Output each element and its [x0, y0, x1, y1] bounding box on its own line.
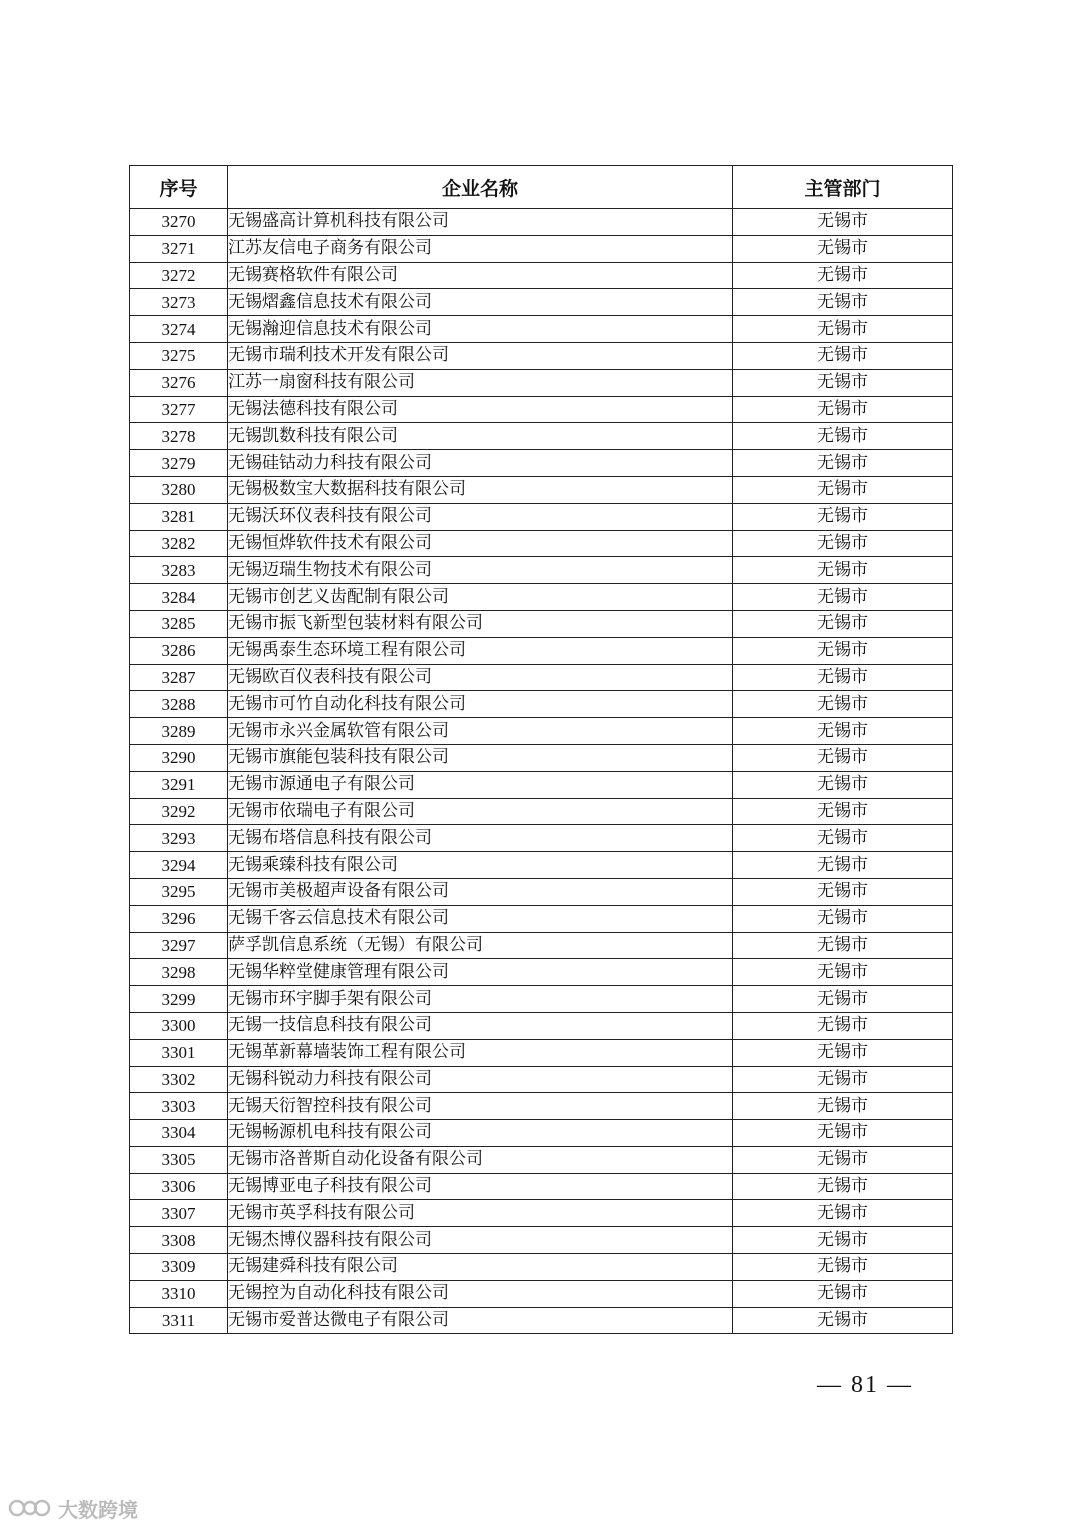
department-cell: 无锡市: [733, 825, 953, 852]
department-cell: 无锡市: [733, 664, 953, 691]
department-cell: 无锡市: [733, 262, 953, 289]
company-name-cell: 无锡瀚迎信息技术有限公司: [228, 316, 733, 343]
department-cell: 无锡市: [733, 932, 953, 959]
company-name-cell: 无锡市振飞新型包装材料有限公司: [228, 610, 733, 637]
company-name-cell: 无锡控为自动化科技有限公司: [228, 1280, 733, 1307]
table-header: [130, 166, 953, 209]
department-cell: 无锡市: [733, 878, 953, 905]
serial-number-cell: 3298: [130, 959, 228, 986]
table-row: [130, 369, 953, 396]
company-name-cell: 无锡市永兴金属软管有限公司: [228, 718, 733, 745]
department-cell: 无锡市: [733, 1120, 953, 1147]
department-cell: 无锡市: [733, 316, 953, 343]
table-row: [130, 503, 953, 530]
watermark: [8, 1493, 138, 1523]
serial-number-cell: 3301: [130, 1039, 228, 1066]
serial-number-cell: 3272: [130, 262, 228, 289]
serial-number-cell: 3285: [130, 610, 228, 637]
serial-number-cell: 3276: [130, 369, 228, 396]
department-cell: 无锡市: [733, 530, 953, 557]
company-name-cell: 无锡市源通电子有限公司: [228, 771, 733, 798]
department-cell: 无锡市: [733, 852, 953, 879]
serial-number-cell: 3302: [130, 1066, 228, 1093]
header-department: 主管部门: [733, 166, 953, 209]
table-row: [130, 557, 953, 584]
company-name-cell: 无锡市旗能包装科技有限公司: [228, 744, 733, 771]
company-name-cell: 无锡市可竹自动化科技有限公司: [228, 691, 733, 718]
table-row: [130, 530, 953, 557]
table-row: [130, 718, 953, 745]
company-name-cell: 无锡市美极超声设备有限公司: [228, 878, 733, 905]
company-name-cell: 无锡禹泰生态环境工程有限公司: [228, 637, 733, 664]
department-cell: 无锡市: [733, 610, 953, 637]
department-cell: 无锡市: [733, 423, 953, 450]
table-row: [130, 610, 953, 637]
table-row: [130, 1039, 953, 1066]
serial-number-cell: 3280: [130, 476, 228, 503]
department-cell: 无锡市: [733, 1066, 953, 1093]
table-row: [130, 209, 953, 236]
table-row: [130, 1093, 953, 1120]
company-name-cell: 无锡千客云信息技术有限公司: [228, 905, 733, 932]
table-row: [130, 235, 953, 262]
company-name-cell: 无锡乘臻科技有限公司: [228, 852, 733, 879]
company-name-cell: 江苏一扇窗科技有限公司: [228, 369, 733, 396]
department-cell: 无锡市: [733, 557, 953, 584]
department-cell: 无锡市: [733, 289, 953, 316]
company-name-cell: 无锡市环宇脚手架有限公司: [228, 986, 733, 1013]
department-cell: 无锡市: [733, 959, 953, 986]
company-name-cell: 无锡熠鑫信息技术有限公司: [228, 289, 733, 316]
serial-number-cell: 3297: [130, 932, 228, 959]
table-row: [130, 986, 953, 1013]
serial-number-cell: 3296: [130, 905, 228, 932]
company-name-cell: 无锡一技信息科技有限公司: [228, 1012, 733, 1039]
table-row: [130, 450, 953, 477]
department-cell: 无锡市: [733, 1012, 953, 1039]
table-row: [130, 342, 953, 369]
serial-number-cell: 3305: [130, 1146, 228, 1173]
header-row: [130, 166, 953, 209]
table-row: [130, 959, 953, 986]
table-row: [130, 1012, 953, 1039]
serial-number-cell: 3299: [130, 986, 228, 1013]
company-name-cell: 无锡沃环仪表科技有限公司: [228, 503, 733, 530]
department-cell: 无锡市: [733, 905, 953, 932]
header-company-name: 企业名称: [228, 166, 733, 209]
company-name-cell: 无锡市英孚科技有限公司: [228, 1200, 733, 1227]
company-name-cell: 无锡市创艺义齿配制有限公司: [228, 584, 733, 611]
department-cell: 无锡市: [733, 235, 953, 262]
company-name-cell: 无锡博亚电子科技有限公司: [228, 1173, 733, 1200]
table-row: [130, 316, 953, 343]
table-row: [130, 637, 953, 664]
serial-number-cell: 3309: [130, 1254, 228, 1281]
table-row: [130, 1200, 953, 1227]
table-row: [130, 905, 953, 932]
company-name-cell: 无锡科锐动力科技有限公司: [228, 1066, 733, 1093]
department-cell: 无锡市: [733, 798, 953, 825]
serial-number-cell: 3278: [130, 423, 228, 450]
serial-number-cell: 3287: [130, 664, 228, 691]
table-row: [130, 1146, 953, 1173]
table-row: [130, 584, 953, 611]
company-name-cell: 无锡畅源机电科技有限公司: [228, 1120, 733, 1147]
department-cell: 无锡市: [733, 986, 953, 1013]
table-row: [130, 852, 953, 879]
company-name-cell: 无锡杰博仪器科技有限公司: [228, 1227, 733, 1254]
table-row: [130, 771, 953, 798]
page-number: — 81 —: [817, 1372, 913, 1398]
company-name-cell: 无锡盛高计算机科技有限公司: [228, 209, 733, 236]
table-row: [130, 423, 953, 450]
serial-number-cell: 3300: [130, 1012, 228, 1039]
table-row: [130, 878, 953, 905]
serial-number-cell: 3286: [130, 637, 228, 664]
serial-number-cell: 3273: [130, 289, 228, 316]
department-cell: 无锡市: [733, 1254, 953, 1281]
serial-number-cell: 3310: [130, 1280, 228, 1307]
company-name-cell: 无锡恒烨软件技术有限公司: [228, 530, 733, 557]
table-row: [130, 262, 953, 289]
department-cell: 无锡市: [733, 1173, 953, 1200]
serial-number-cell: 3290: [130, 744, 228, 771]
table-row: [130, 1066, 953, 1093]
table-row: [130, 825, 953, 852]
department-cell: 无锡市: [733, 209, 953, 236]
department-cell: 无锡市: [733, 744, 953, 771]
serial-number-cell: 3283: [130, 557, 228, 584]
table-row: [130, 476, 953, 503]
department-cell: 无锡市: [733, 691, 953, 718]
department-cell: 无锡市: [733, 1280, 953, 1307]
company-name-cell: 无锡建舜科技有限公司: [228, 1254, 733, 1281]
company-name-cell: 无锡硅钴动力科技有限公司: [228, 450, 733, 477]
company-name-cell: 无锡革新幕墙装饰工程有限公司: [228, 1039, 733, 1066]
department-cell: 无锡市: [733, 1200, 953, 1227]
serial-number-cell: 3307: [130, 1200, 228, 1227]
department-cell: 无锡市: [733, 396, 953, 423]
table-row: [130, 396, 953, 423]
serial-number-cell: 3284: [130, 584, 228, 611]
table-row: [130, 664, 953, 691]
company-name-cell: 无锡布塔信息科技有限公司: [228, 825, 733, 852]
table-row: [130, 1227, 953, 1254]
company-name-cell: 萨孚凯信息系统（无锡）有限公司: [228, 932, 733, 959]
serial-number-cell: 3292: [130, 798, 228, 825]
department-cell: 无锡市: [733, 1227, 953, 1254]
department-cell: 无锡市: [733, 503, 953, 530]
table-row: [130, 1120, 953, 1147]
company-name-cell: 无锡欧百仪表科技有限公司: [228, 664, 733, 691]
serial-number-cell: 3277: [130, 396, 228, 423]
serial-number-cell: 3270: [130, 209, 228, 236]
company-name-cell: 无锡华粹堂健康管理有限公司: [228, 959, 733, 986]
serial-number-cell: 3311: [130, 1307, 228, 1334]
serial-number-cell: 3291: [130, 771, 228, 798]
table-row: [130, 1254, 953, 1281]
department-cell: 无锡市: [733, 1146, 953, 1173]
department-cell: 无锡市: [733, 637, 953, 664]
table-row: [130, 744, 953, 771]
company-name-cell: 无锡市爱普达微电子有限公司: [228, 1307, 733, 1334]
cloud-logo-icon: [8, 1495, 52, 1521]
serial-number-cell: 3274: [130, 316, 228, 343]
department-cell: 无锡市: [733, 771, 953, 798]
serial-number-cell: 3295: [130, 878, 228, 905]
department-cell: 无锡市: [733, 1093, 953, 1120]
department-cell: 无锡市: [733, 450, 953, 477]
department-cell: 无锡市: [733, 1307, 953, 1334]
company-name-cell: 无锡市洛普斯自动化设备有限公司: [228, 1146, 733, 1173]
watermark-text: 大数跨境: [58, 1497, 138, 1522]
company-name-cell: 无锡天衍智控科技有限公司: [228, 1093, 733, 1120]
department-cell: 无锡市: [733, 369, 953, 396]
company-name-cell: 无锡法德科技有限公司: [228, 396, 733, 423]
serial-number-cell: 3304: [130, 1120, 228, 1147]
enterprise-table: [129, 165, 953, 1334]
company-name-cell: 无锡迈瑞生物技术有限公司: [228, 557, 733, 584]
company-name-cell: 江苏友信电子商务有限公司: [228, 235, 733, 262]
company-name-cell: 无锡极数宝大数据科技有限公司: [228, 476, 733, 503]
table-row: [130, 932, 953, 959]
serial-number-cell: 3289: [130, 718, 228, 745]
company-name-cell: 无锡市瑞利技术开发有限公司: [228, 342, 733, 369]
serial-number-cell: 3281: [130, 503, 228, 530]
serial-number-cell: 3279: [130, 450, 228, 477]
table-row: [130, 691, 953, 718]
table-row: [130, 1173, 953, 1200]
company-name-cell: 无锡凯数科技有限公司: [228, 423, 733, 450]
company-name-cell: 无锡市依瑞电子有限公司: [228, 798, 733, 825]
department-cell: 无锡市: [733, 476, 953, 503]
header-serial-number: 序号: [130, 166, 228, 209]
serial-number-cell: 3294: [130, 852, 228, 879]
table-row: [130, 289, 953, 316]
serial-number-cell: 3271: [130, 235, 228, 262]
company-name-cell: 无锡赛格软件有限公司: [228, 262, 733, 289]
table-row: [130, 798, 953, 825]
serial-number-cell: 3308: [130, 1227, 228, 1254]
table-row: [130, 1280, 953, 1307]
table-row: [130, 1307, 953, 1334]
department-cell: 无锡市: [733, 342, 953, 369]
serial-number-cell: 3275: [130, 342, 228, 369]
department-cell: 无锡市: [733, 718, 953, 745]
department-cell: 无锡市: [733, 584, 953, 611]
serial-number-cell: 3306: [130, 1173, 228, 1200]
serial-number-cell: 3288: [130, 691, 228, 718]
table-body: [130, 209, 953, 1334]
serial-number-cell: 3293: [130, 825, 228, 852]
serial-number-cell: 3303: [130, 1093, 228, 1120]
serial-number-cell: 3282: [130, 530, 228, 557]
department-cell: 无锡市: [733, 1039, 953, 1066]
